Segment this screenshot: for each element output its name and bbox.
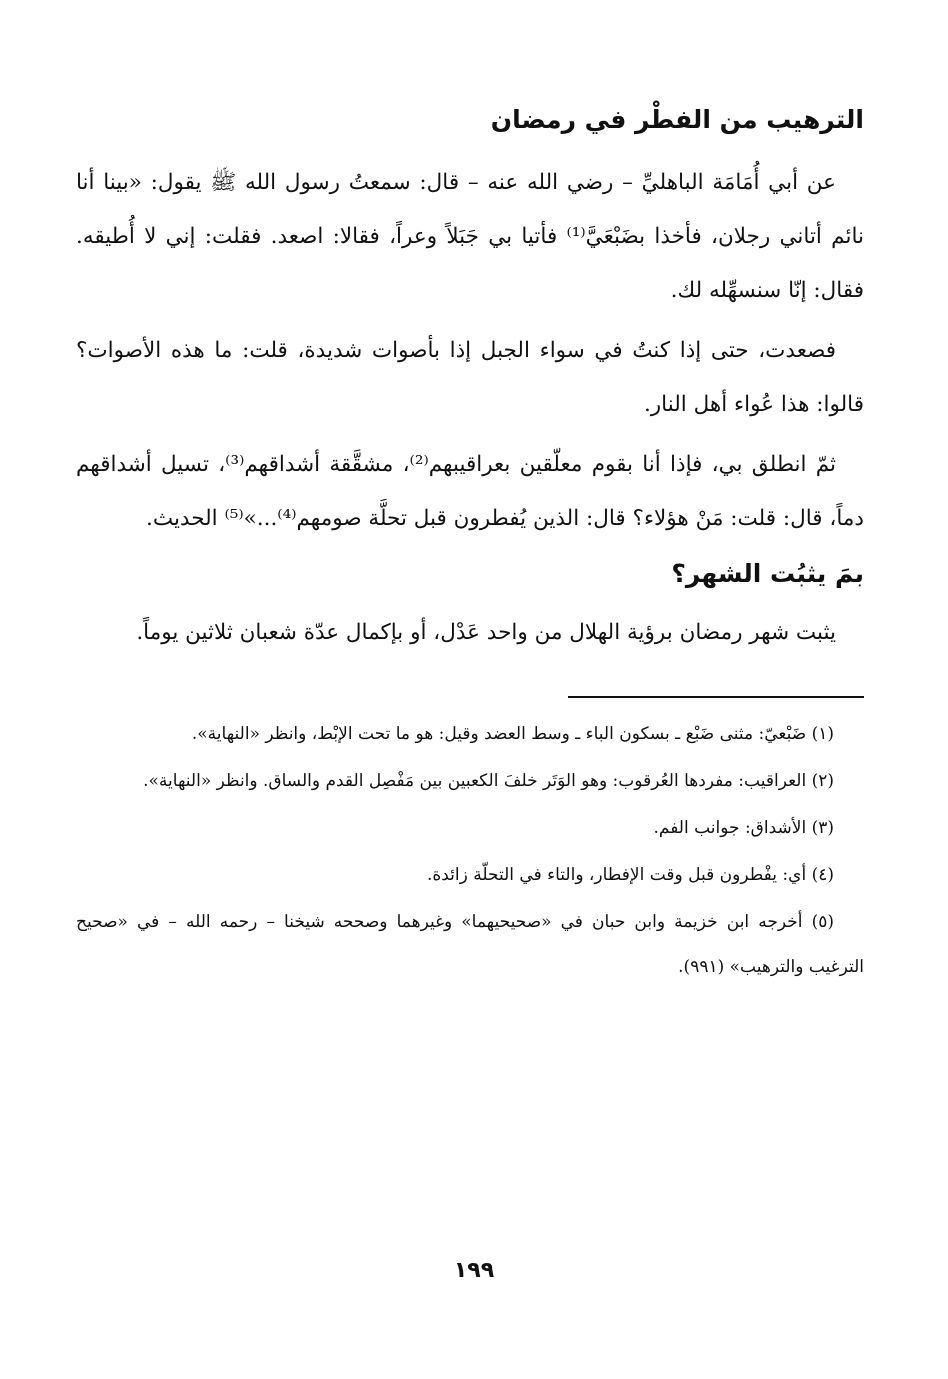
month-confirmation-paragraph: يثبت شهر رمضان برؤية الهلال من واحد عَدْل، أو بإكمال عدّة شعبان ثلاثين يوماً. <box>136 620 836 645</box>
section-title-fasting-warning: الترهيب من الفطْر في رمضان <box>490 105 864 134</box>
page-number: ١٩٩ <box>453 1258 495 1283</box>
hadith-paragraph-3: ثمّ انطلق بي، فإذا أنا بقوم معلّقين بعراقيبهم⁽²⁾، مشقَّقة أشداقهم⁽³⁾، تسيل أشداقهم دماً، قال: قلت: مَنْ هؤلاء؟ قال: الذين يُفطرون قبل تحلَّة صومهم⁽⁴⁾...»⁽⁵⁾ الحديث. <box>76 452 864 531</box>
hadith-paragraph-2: فصعدت، حتى إذا كنتُ في سواء الجبل إذا بأصوات شديدة، قلت: ما هذه الأصوات؟ قالوا: هذا عُواء أهل النار. <box>76 338 864 417</box>
hadith-paragraph-1: عن أبي أُمَامَة الباهليِّ – رضي الله عنه – قال: سمعتُ رسول الله ﷺ يقول: «بينا أنا نائم أتاني رجلان، فأخذا بضَبْعَيَّ⁽¹⁾ فأتيا بي جَبَلاً وعراً، فقالا: اصعد. فقلت: إني لا أُطيقه. فقال: إنّا سنسهِّله لك. <box>76 170 864 303</box>
footnote-3: (٣) الأشداق: جوانب الفم. <box>653 818 834 838</box>
section-title-month-confirmation: بمَ يثبُت الشهر؟ <box>671 559 864 588</box>
footnote-4: (٤) أي: يفْطرون قبل وقت الإفطار، والتاء في التحلّة زائدة. <box>426 865 834 885</box>
footnote-1: (١) ضَبْعيّ: مثنى ضَبْع ـ بسكون الباء ـ وسط العضد وقيل: هو ما تحت الإبْط، وانظر «النهاية». <box>191 724 834 744</box>
page-body <box>76 90 864 992</box>
footnote-2: (٢) العراقيب: مفردها العُرقوب: وهو الوَتَر خلفَ الكعبين بين مَفْصِل القدم والساق. وانظر «النهاية». <box>143 771 834 791</box>
footnote-5: (٥) أخرجه ابن خزيمة وابن حبان في «صحيحيهما» وغيرهما وصححه شيخنا – رحمه الله – في «صحيح الترغيب والترهيب» (٩٩١). <box>76 912 864 977</box>
footnote-divider <box>568 696 864 698</box>
